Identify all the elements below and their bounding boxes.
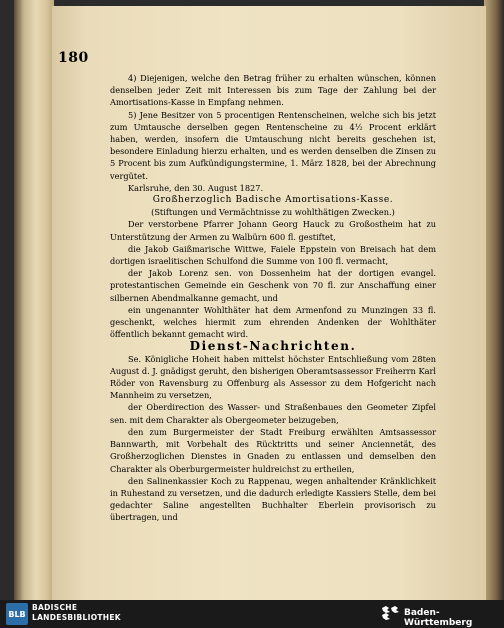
book-spine-edge bbox=[14, 0, 54, 600]
baden-wuerttemberg-lions-icon bbox=[380, 604, 400, 624]
blb-name-line1: BADISCHE bbox=[32, 603, 78, 612]
blb-name[interactable] bbox=[32, 603, 121, 623]
paragraph: 4) Diejenigen, welche den Betrag früher zu erhalten wünschen, können denselben jeder Zeit mit Interessen bis zum Tage der Zahlung bei der Amortisations-Kasse in Empfang nehmen. bbox=[110, 73, 436, 108]
paragraph: Der verstorbene Pfarrer Johann Georg Hauck zu Großostheim hat zu Unterstützung der Armen zu Walbürn 600 fl. gestiftet, bbox=[110, 219, 436, 242]
paragraph: Se. Königliche Hoheit haben mittelst höchster Entschließung vom 28ten August d. J. gnädigst geruht, den bisherigen Oberamtsassessor Freiherrn Karl Röder von Ravensburg zu Offenburg als Assessor zu dem Hofgericht nach Mannheim zu versetzen, bbox=[110, 353, 436, 401]
baden-wuerttemberg-label[interactable]: Baden-Württemberg bbox=[404, 608, 473, 628]
donations-block bbox=[110, 218, 436, 340]
signature-line: Großherzoglich Badische Amortisations-Kasse. bbox=[152, 195, 394, 206]
paragraph: die Jakob Gaißmarische Wittwe, Faiele Eppstein von Breisach hat dem dortigen israelitischen Schulfond die Summe von 100 fl. vermacht, bbox=[110, 243, 436, 267]
paragraph: den zum Burgermeister der Stadt Freiburg erwählten Amtsassessor Bannwarth, mit Vorbehalt des Rücktritts und seiner Anciennetät, des Großherzoglichen Dienstes in Gnaden zu entlassen und demselben den Charakter als Oberburgermeister huldreichst zu ertheilen, bbox=[110, 426, 436, 474]
paragraph: der Oberdirection des Wasser- und Straßenbaues den Geometer Zipfel sen. mit dem Charakter als Obergeometer beizugeben, bbox=[110, 402, 436, 425]
book-fore-edge bbox=[484, 0, 504, 600]
paragraph: der Jakob Lorenz sen. von Dossenheim hat der dortigen evangel. protestantischen Gemeinde ein Geschenk von 70 fl. zur Anschaffung einer silbernen Abendmalkanne gemacht, und bbox=[110, 268, 436, 303]
blb-logo[interactable]: BLB bbox=[6, 603, 28, 625]
paragraph: 5) Jene Besitzer von 5 procentigen Rentenscheinen, welche sich bis jetzt zum Umtausche derselben gegen Rentenscheine zu 4½ Procent erklärt haben, werden, insofern die Umtauschung nicht bereits geschehen ist, besondere Einladung hierzu erhalten, und es werden denselben die Zinsen zu 5 Procent bis zum Aufkündigungstermine, 1. März 1828, bei der Abrechnung vergütet. bbox=[110, 109, 436, 181]
notice-block bbox=[110, 72, 436, 194]
paragraph: Karlsruhe, den 30. August 1827. bbox=[128, 182, 264, 193]
service-news-block bbox=[110, 353, 436, 524]
blb-name-line2: LANDESBIBLIOTHEK bbox=[32, 613, 121, 622]
section-subheading: (Stiftungen und Vermächtnisse zu wohlthätigen Zwecken.) bbox=[151, 207, 395, 218]
page-text bbox=[110, 72, 436, 524]
paragraph: ein ungenannter Wohlthäter hat dem Armenfond zu Munzingen 33 fl. geschenkt, welches hiermit zum ehrenden Andenken der Wohlthäter öffentlich bekannt gemacht wird. bbox=[110, 304, 436, 340]
page-number: 180 bbox=[58, 50, 89, 66]
paragraph: den Salinenkassier Koch zu Rappenau, wegen anhaltender Kränklichkeit in Ruhestand zu versetzen, und die dadurch erledigte Kassiers Stelle, dem bei gedachter Saline angestellten Buchhalter Eberlein provisorisch zu übertragen, und bbox=[110, 475, 436, 523]
service-news-heading: Dienst-Nachrichten. bbox=[189, 339, 357, 354]
